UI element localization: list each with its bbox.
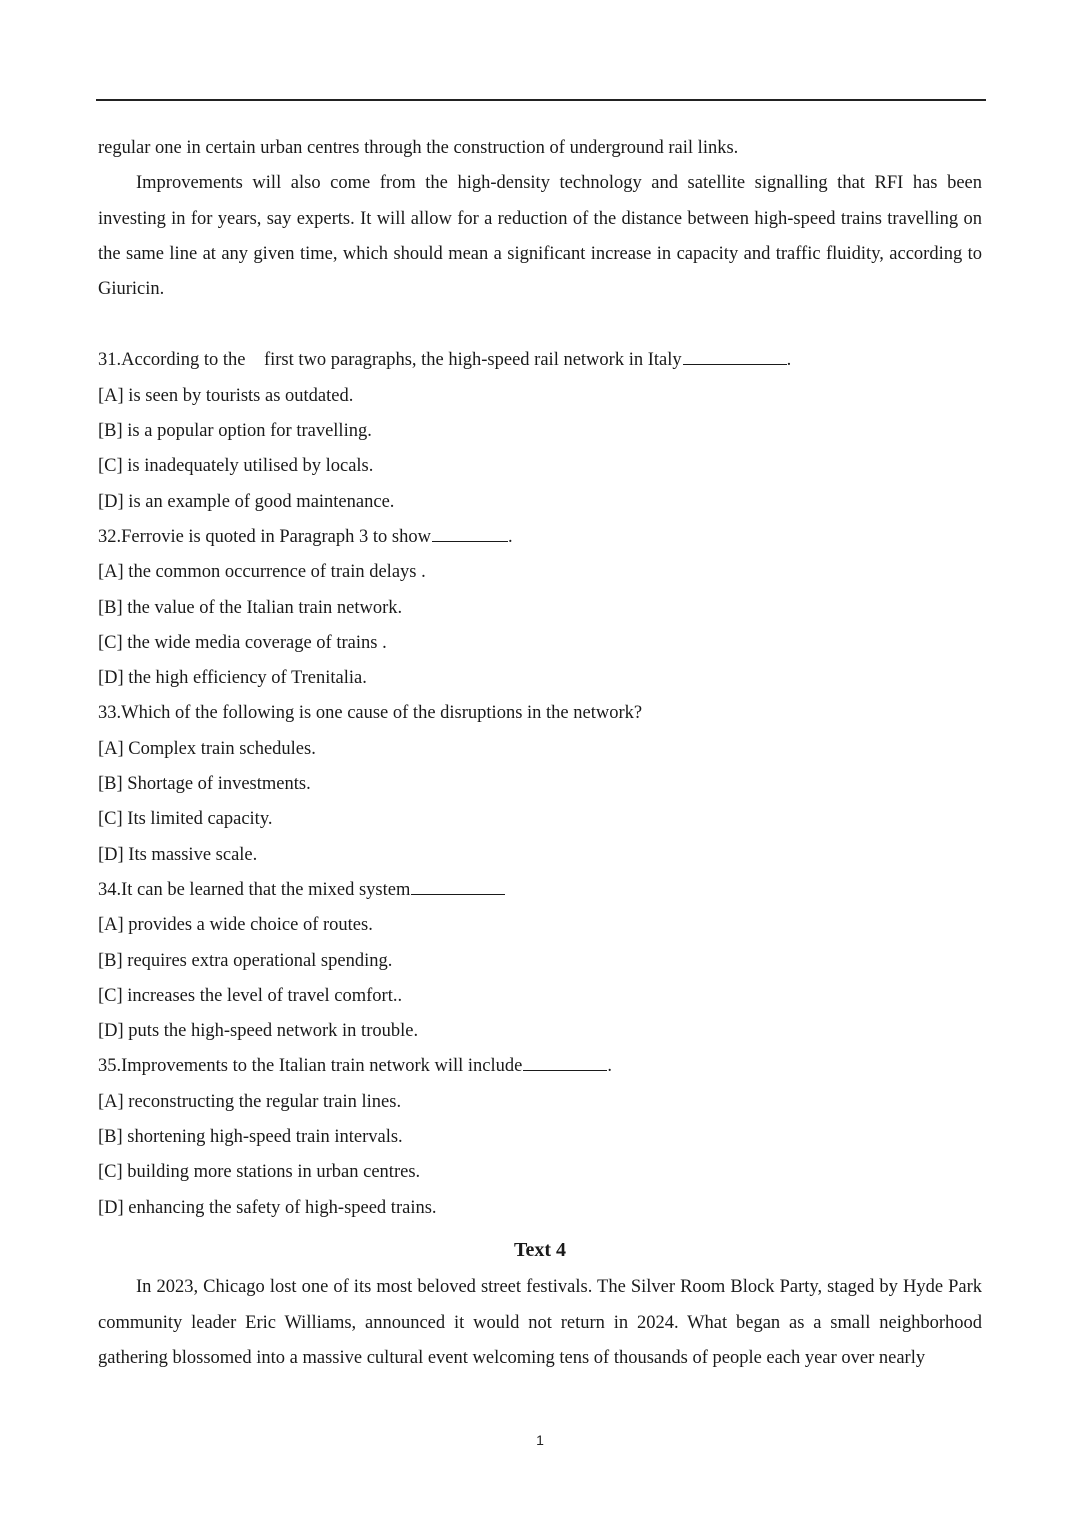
question-35-option-b: [B] shortening high-speed train intervals.: [98, 1127, 403, 1148]
answer-blank: [411, 876, 505, 895]
question-32-option-c: [C] the wide media coverage of trains .: [98, 632, 387, 653]
question-35-stem: 35.Improvements to the Italian train network will include .: [98, 1049, 982, 1084]
question-33-option-a: [A] Complex train schedules.: [98, 738, 316, 759]
question-32-option-b: [B] the value of the Italian train network.: [98, 597, 403, 618]
text-4-paragraph-1: In 2023, Chicago lost one of its most beloved street festivals. The Silver Room Block Party, staged by Hyde Park community leader Eric Williams, announced it would not return in 2024. What began as a small neighborhood gathering blossomed into a massive cultural event welcoming tens of thousands of people each year over nearly: [98, 1277, 982, 1368]
question-32-option-a: [A] the common occurrence of train delays .: [98, 562, 426, 583]
answer-blank: [523, 1052, 607, 1071]
document-body: [98, 131, 982, 1376]
question-34-option-b: [B] requires extra operational spending.: [98, 950, 393, 971]
question-35-option-a: [A] reconstructing the regular train lines.: [98, 1091, 402, 1112]
question-32-option-d: [D] the high efficiency of Trenitalia.: [98, 668, 367, 689]
question-33-option-d: [D] Its massive scale.: [98, 844, 258, 865]
question-33-option-c: [C] Its limited capacity.: [98, 809, 273, 830]
answer-blank: [432, 523, 508, 542]
question-33-option-b: [B] Shortage of investments.: [98, 774, 311, 795]
question-35-option-c: [C] building more stations in urban centres.: [98, 1162, 421, 1183]
question-31-option-b: [B] is a popular option for travelling.: [98, 421, 372, 442]
question-34-stem: 34.It can be learned that the mixed system: [98, 873, 982, 908]
section-gap: [98, 307, 982, 343]
header-rule: [96, 99, 986, 101]
question-34-option-d: [D] puts the high-speed network in trouble.: [98, 1021, 419, 1042]
question-32-stem: 32.Ferrovie is quoted in Paragraph 3 to show .: [98, 520, 982, 555]
question-35-option-d: [D] enhancing the safety of high-speed trains.: [98, 1197, 437, 1218]
passage-paragraph-2: Improvements will also come from the high-density technology and satellite signalling that RFI has been investing in for years, say experts. It will allow for a reduction of the distance between high-speed trains travelling on the same line at any given time, which should mean a significant increase in capacity and traffic fluidity, according to Giuricin.: [98, 173, 982, 300]
question-33-stem: 33.Which of the following is one cause of the disruptions in the network?: [98, 703, 643, 724]
page-number: 1: [536, 1432, 544, 1448]
answer-blank: [683, 346, 787, 365]
text-4-heading: Text 4: [513, 1238, 567, 1261]
question-31-stem: 31.According to the first two paragraphs, the high-speed rail network in Italy .: [98, 343, 982, 378]
question-31-option-a: [A] is seen by tourists as outdated.: [98, 385, 354, 406]
passage-paragraph-1: regular one in certain urban centres through the construction of underground rail links.: [98, 138, 739, 158]
question-31-option-d: [D] is an example of good maintenance.: [98, 491, 395, 512]
question-34-option-a: [A] provides a wide choice of routes.: [98, 915, 373, 936]
question-34-option-c: [C] increases the level of travel comfort..: [98, 985, 403, 1006]
question-31-option-c: [C] is inadequately utilised by locals.: [98, 456, 374, 477]
